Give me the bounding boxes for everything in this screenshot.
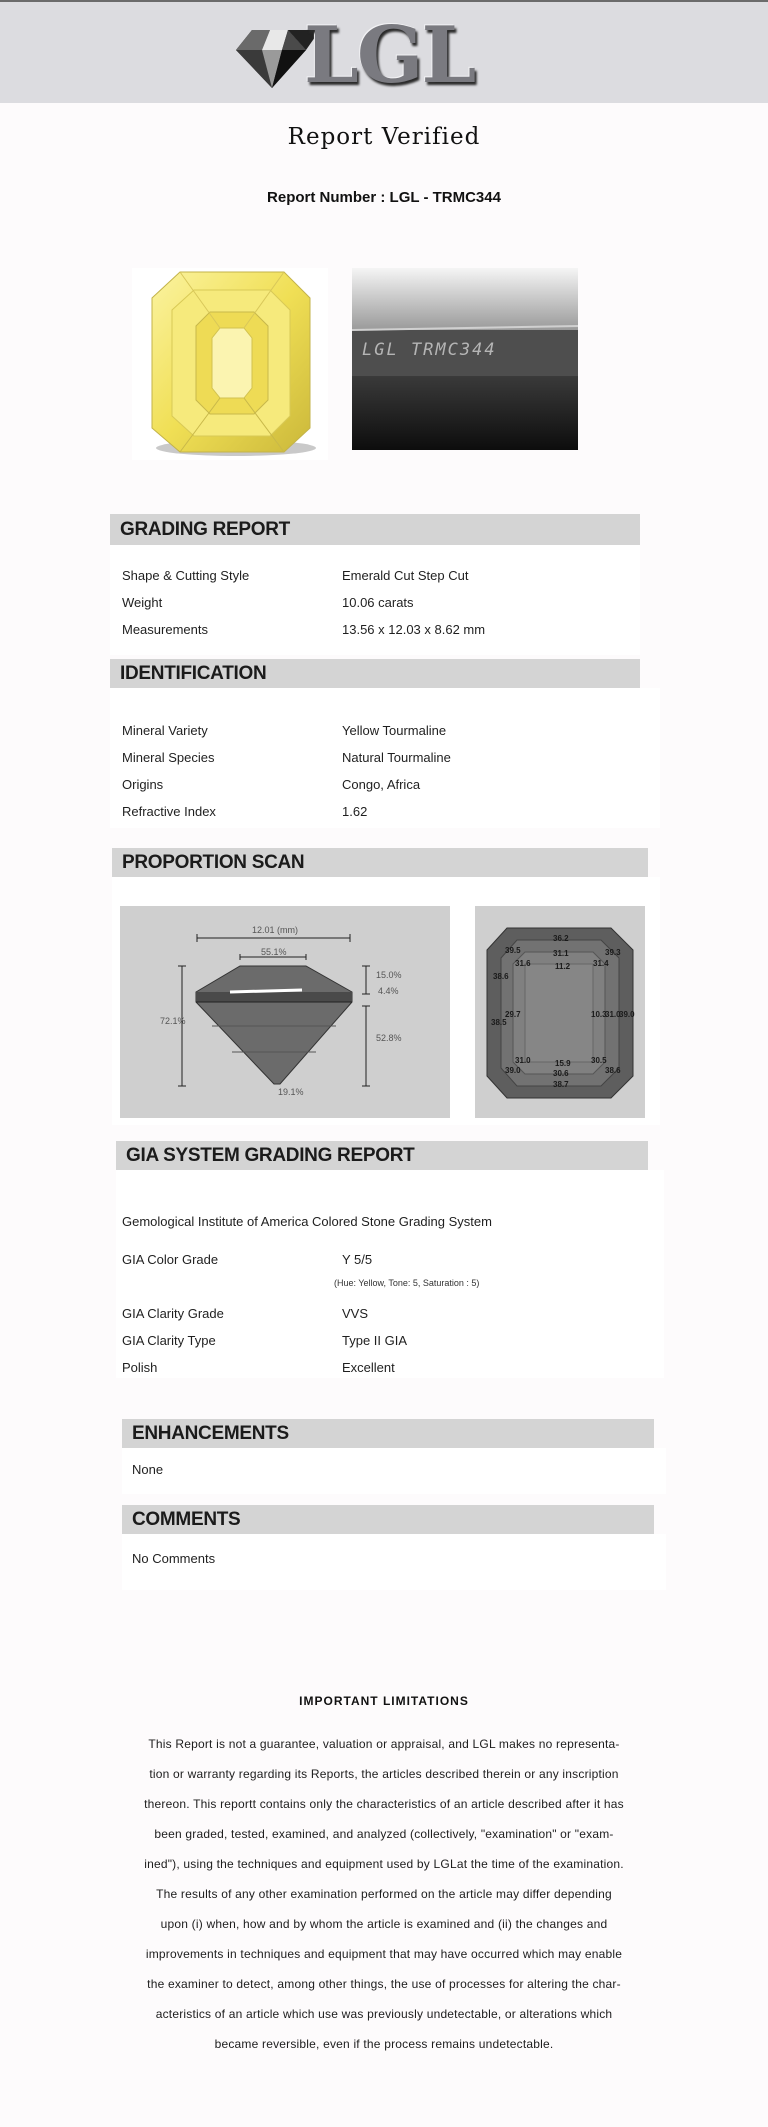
facet-value: 38.6 bbox=[605, 1066, 621, 1075]
facet-value: 31.0 bbox=[605, 1010, 621, 1019]
limitations-line: been graded, tested, examined, and analyzed (collectively, "examination" or "exam- bbox=[154, 1827, 614, 1841]
enhancements-panel bbox=[122, 1448, 666, 1494]
gia-clarity-grade-value: VVS bbox=[342, 1306, 369, 1321]
facet-value: 39.0 bbox=[619, 1010, 635, 1019]
girdle-percent-label: 4.4% bbox=[378, 986, 399, 996]
facet-value: 39.0 bbox=[505, 1066, 521, 1075]
limitations-line: became reversible, even if the process remains undetectable. bbox=[214, 2037, 554, 2051]
facet-value: 10.3 bbox=[591, 1010, 607, 1019]
page-title: Report Verified bbox=[287, 124, 481, 150]
mineral-species-value: Natural Tourmaline bbox=[342, 750, 451, 765]
gia-color-value: Y 5/5 bbox=[342, 1252, 373, 1267]
limitations-line: thereon. This reportt contains only the characteristics of an article described after it has bbox=[144, 1797, 624, 1811]
report-number: Report Number : LGL - TRMC344 bbox=[267, 189, 501, 206]
facet-value: 31.4 bbox=[593, 959, 609, 968]
enhancements-heading: ENHANCEMENTS bbox=[122, 1419, 654, 1448]
facet-value: 31.0 bbox=[515, 1056, 531, 1065]
polish-label: Polish bbox=[122, 1360, 158, 1375]
limitations-line: This Report is not a guarantee, valuation or appraisal, and LGL makes no representa- bbox=[148, 1737, 620, 1751]
facet-value: 38.7 bbox=[553, 1080, 569, 1089]
gem-photo bbox=[132, 268, 328, 460]
top-view-diagram bbox=[475, 906, 645, 1118]
lgl-logo[interactable] bbox=[232, 10, 492, 101]
identification-heading: IDENTIFICATION bbox=[110, 659, 640, 688]
mineral-variety-label: Mineral Variety bbox=[122, 723, 208, 738]
measurements-value: 13.56 x 12.03 x 8.62 mm bbox=[342, 622, 486, 637]
gia-system-name: Gemological Institute of America Colored Stone Grading System bbox=[122, 1214, 492, 1229]
facet-value: 38.6 bbox=[493, 972, 509, 981]
limitations-line: ined"), using the techniques and equipment used by LGLat the time of the examination. bbox=[144, 1857, 624, 1871]
limitations-line: improvements in techniques and equipment that may have occurred which may enable bbox=[145, 1947, 623, 1961]
facet-value: 31.6 bbox=[515, 959, 531, 968]
mineral-species-label: Mineral Species bbox=[122, 750, 215, 765]
limitations-heading: IMPORTANT LIMITATIONS bbox=[299, 1694, 469, 1708]
gia-clarity-type-value: Type II GIA bbox=[342, 1333, 408, 1348]
comments-value: No Comments bbox=[132, 1551, 216, 1566]
origins-label: Origins bbox=[122, 777, 164, 792]
facet-value: 29.7 bbox=[505, 1010, 521, 1019]
limitations-line: acteristics of an article which use was previously undetectable, or alterations which bbox=[155, 2007, 613, 2021]
logo-text: LGL bbox=[304, 10, 475, 101]
proportion-scan-heading: PROPORTION SCAN bbox=[112, 848, 648, 877]
weight-value: 10.06 carats bbox=[342, 595, 414, 610]
origins-value: Congo, Africa bbox=[342, 777, 421, 792]
facet-value: 30.5 bbox=[591, 1056, 607, 1065]
gia-color-note: (Hue: Yellow, Tone: 5, Saturation : 5) bbox=[334, 1278, 480, 1288]
width-label: 12.01 (mm) bbox=[252, 925, 299, 935]
measurements-label: Measurements bbox=[122, 622, 208, 637]
grading-report-heading: GRADING REPORT bbox=[110, 514, 640, 545]
facet-value: 15.9 bbox=[555, 1059, 571, 1068]
facet-value: 36.2 bbox=[553, 934, 569, 943]
facet-value: 39.5 bbox=[505, 946, 521, 955]
limitations-line: tion or warranty regarding its Reports, the articles described therein or any inscription bbox=[149, 1767, 619, 1781]
enhancements-value: None bbox=[132, 1462, 164, 1477]
gia-clarity-type-label: GIA Clarity Type bbox=[122, 1333, 216, 1348]
header-banner bbox=[0, 2, 768, 103]
gia-clarity-grade-label: GIA Clarity Grade bbox=[122, 1306, 224, 1321]
mineral-variety-value: Yellow Tourmaline bbox=[342, 723, 447, 738]
gia-color-label: GIA Color Grade bbox=[122, 1252, 219, 1267]
shape-value: Emerald Cut Step Cut bbox=[342, 568, 469, 583]
weight-label: Weight bbox=[122, 595, 163, 610]
inscription-photo bbox=[352, 268, 578, 450]
refractive-index-value: 1.62 bbox=[342, 804, 368, 819]
refractive-index-label: Refractive Index bbox=[122, 804, 216, 819]
polish-value: Excellent bbox=[342, 1360, 395, 1375]
comments-heading: COMMENTS bbox=[122, 1505, 654, 1534]
inscription-text: LGL TRMC344 bbox=[362, 340, 497, 360]
facet-value: 30.6 bbox=[553, 1069, 569, 1078]
gia-report-heading: GIA SYSTEM GRADING REPORT bbox=[116, 1141, 648, 1170]
limitations-line: the examiner to detect, among other things, the use of processes for altering the char- bbox=[147, 1977, 621, 1991]
pavilion-percent-label: 52.8% bbox=[376, 1033, 402, 1043]
side-profile-diagram bbox=[120, 906, 450, 1118]
shape-label: Shape & Cutting Style bbox=[122, 568, 250, 583]
limitations-line: upon (i) when, how and by whom the article is examined and (ii) the changes and bbox=[160, 1917, 608, 1931]
depth-percent-label: 72.1% bbox=[160, 1016, 186, 1026]
facet-value: 11.2 bbox=[555, 962, 571, 971]
table-percent-label: 55.1% bbox=[261, 947, 287, 957]
crown-percent-label: 15.0% bbox=[376, 970, 402, 980]
facet-value: 38.5 bbox=[491, 1018, 507, 1027]
limitations-line: The results of any other examination performed on the article may differ depending bbox=[156, 1887, 612, 1901]
facet-value: 31.1 bbox=[553, 949, 569, 958]
facet-value: 39.3 bbox=[605, 948, 621, 957]
culet-percent-label: 19.1% bbox=[278, 1087, 304, 1097]
